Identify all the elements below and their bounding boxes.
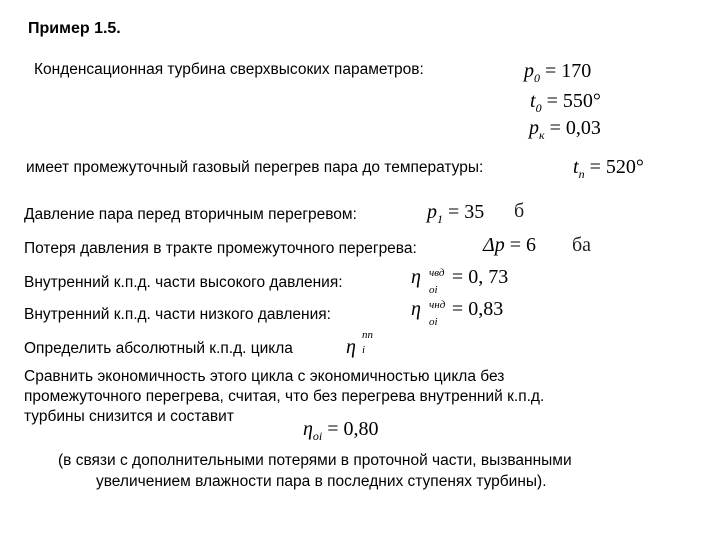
note-line2: увеличением влажности пара в последних ступенях турбины). [96,473,547,490]
formula-pk-sub: к [539,128,545,142]
formula-eta-hp-sub: oi [429,284,438,296]
text-line-turbine: Конденсационная турбина сверхвысоких параметров: [34,61,424,78]
formula-t0-symbol: t [530,90,536,112]
formula-t0 [530,90,601,113]
formula-p1-unit-fragment: б [514,200,525,222]
formula-eta-oi-value: = 0,80 [327,418,379,440]
text-line-determine: Определить абсолютный к.п.д. цикла [24,340,293,357]
slide-title: Пример 1.5. [28,20,121,37]
formula-eta-cycle [346,329,373,359]
formula-p0-value: = 170 [545,60,592,82]
formula-p0-symbol: p [524,60,534,82]
formula-eta-hp-sup: чвд [429,267,445,279]
formula-dp-symbol: Δp [483,234,505,256]
formula-eta-cycle-sub: i [362,344,366,356]
formula-eta-oi-symbol: η [303,418,313,440]
formula-pk [529,117,601,140]
formula-pk-symbol: p [529,117,539,139]
formula-eta-lp-sub: oi [429,316,438,328]
formula-p0-sub: 0 [534,71,540,85]
formula-eta-cycle-sup: пп [362,329,373,341]
text-line-pressure-loss: Потеря давления в тракте промежуточного перегрева: [24,240,417,257]
formula-p1 [427,201,484,224]
paragraph-compare-line3: турбины снизится и составит [24,408,234,425]
formula-pk-value: = 0,03 [549,117,601,139]
formula-eta-hp [411,266,509,296]
paragraph-compare [24,367,544,427]
note-line1: (в связи с дополнительными потерями в проточной части, вызванными [58,452,572,469]
formula-eta-lp-sup: чнд [429,299,446,311]
formula-eta-cycle-symbol: η пп i [346,329,373,358]
formula-p0 [524,60,591,83]
formula-eta-lp-value: = 0,83 [451,298,504,320]
formula-dp [483,234,536,257]
text-line-eff-lp: Внутренний к.п.д. части низкого давления: [24,306,331,323]
paragraph-compare-line2: промежуточного перегрева, считая, что без перегрева внутренний к.п.д. [24,388,545,405]
formula-p1-value: = 35 [448,201,485,223]
paragraph-compare-line1: Сравнить экономичность этого цикла с экономичностью цикла без [24,368,505,385]
formula-p1-sub: 1 [437,212,443,226]
formula-eta-lp [411,298,504,328]
formula-eta-oi-sub: oi [312,429,323,443]
formula-t0-sub: 0 [535,101,542,115]
formula-t0-value: = 550° [546,90,601,112]
formula-eta-hp-symbol: η чвд oi [411,266,445,296]
text-line-eff-hp: Внутренний к.п.д. части высокого давления: [24,274,343,291]
formula-dp-value: = 6 [509,234,537,256]
formula-tn [573,156,644,179]
formula-eta-oi [303,418,379,441]
formula-tn-sub: п [578,167,585,181]
formula-dp-unit-fragment: ба [572,234,592,256]
formula-tn-value: = 520° [589,156,644,178]
text-line-pressure: Давление пара перед вторичным перегревом: [24,206,357,223]
formula-tn-symbol: t [573,156,579,178]
formula-eta-lp-symbol: η чнд oi [411,298,446,328]
formula-p1-symbol: p [427,201,437,223]
formula-eta-hp-value: = 0, 73 [451,266,509,288]
text-line-reheat: имеет промежуточный газовый перегрев пара до температуры: [26,159,484,176]
